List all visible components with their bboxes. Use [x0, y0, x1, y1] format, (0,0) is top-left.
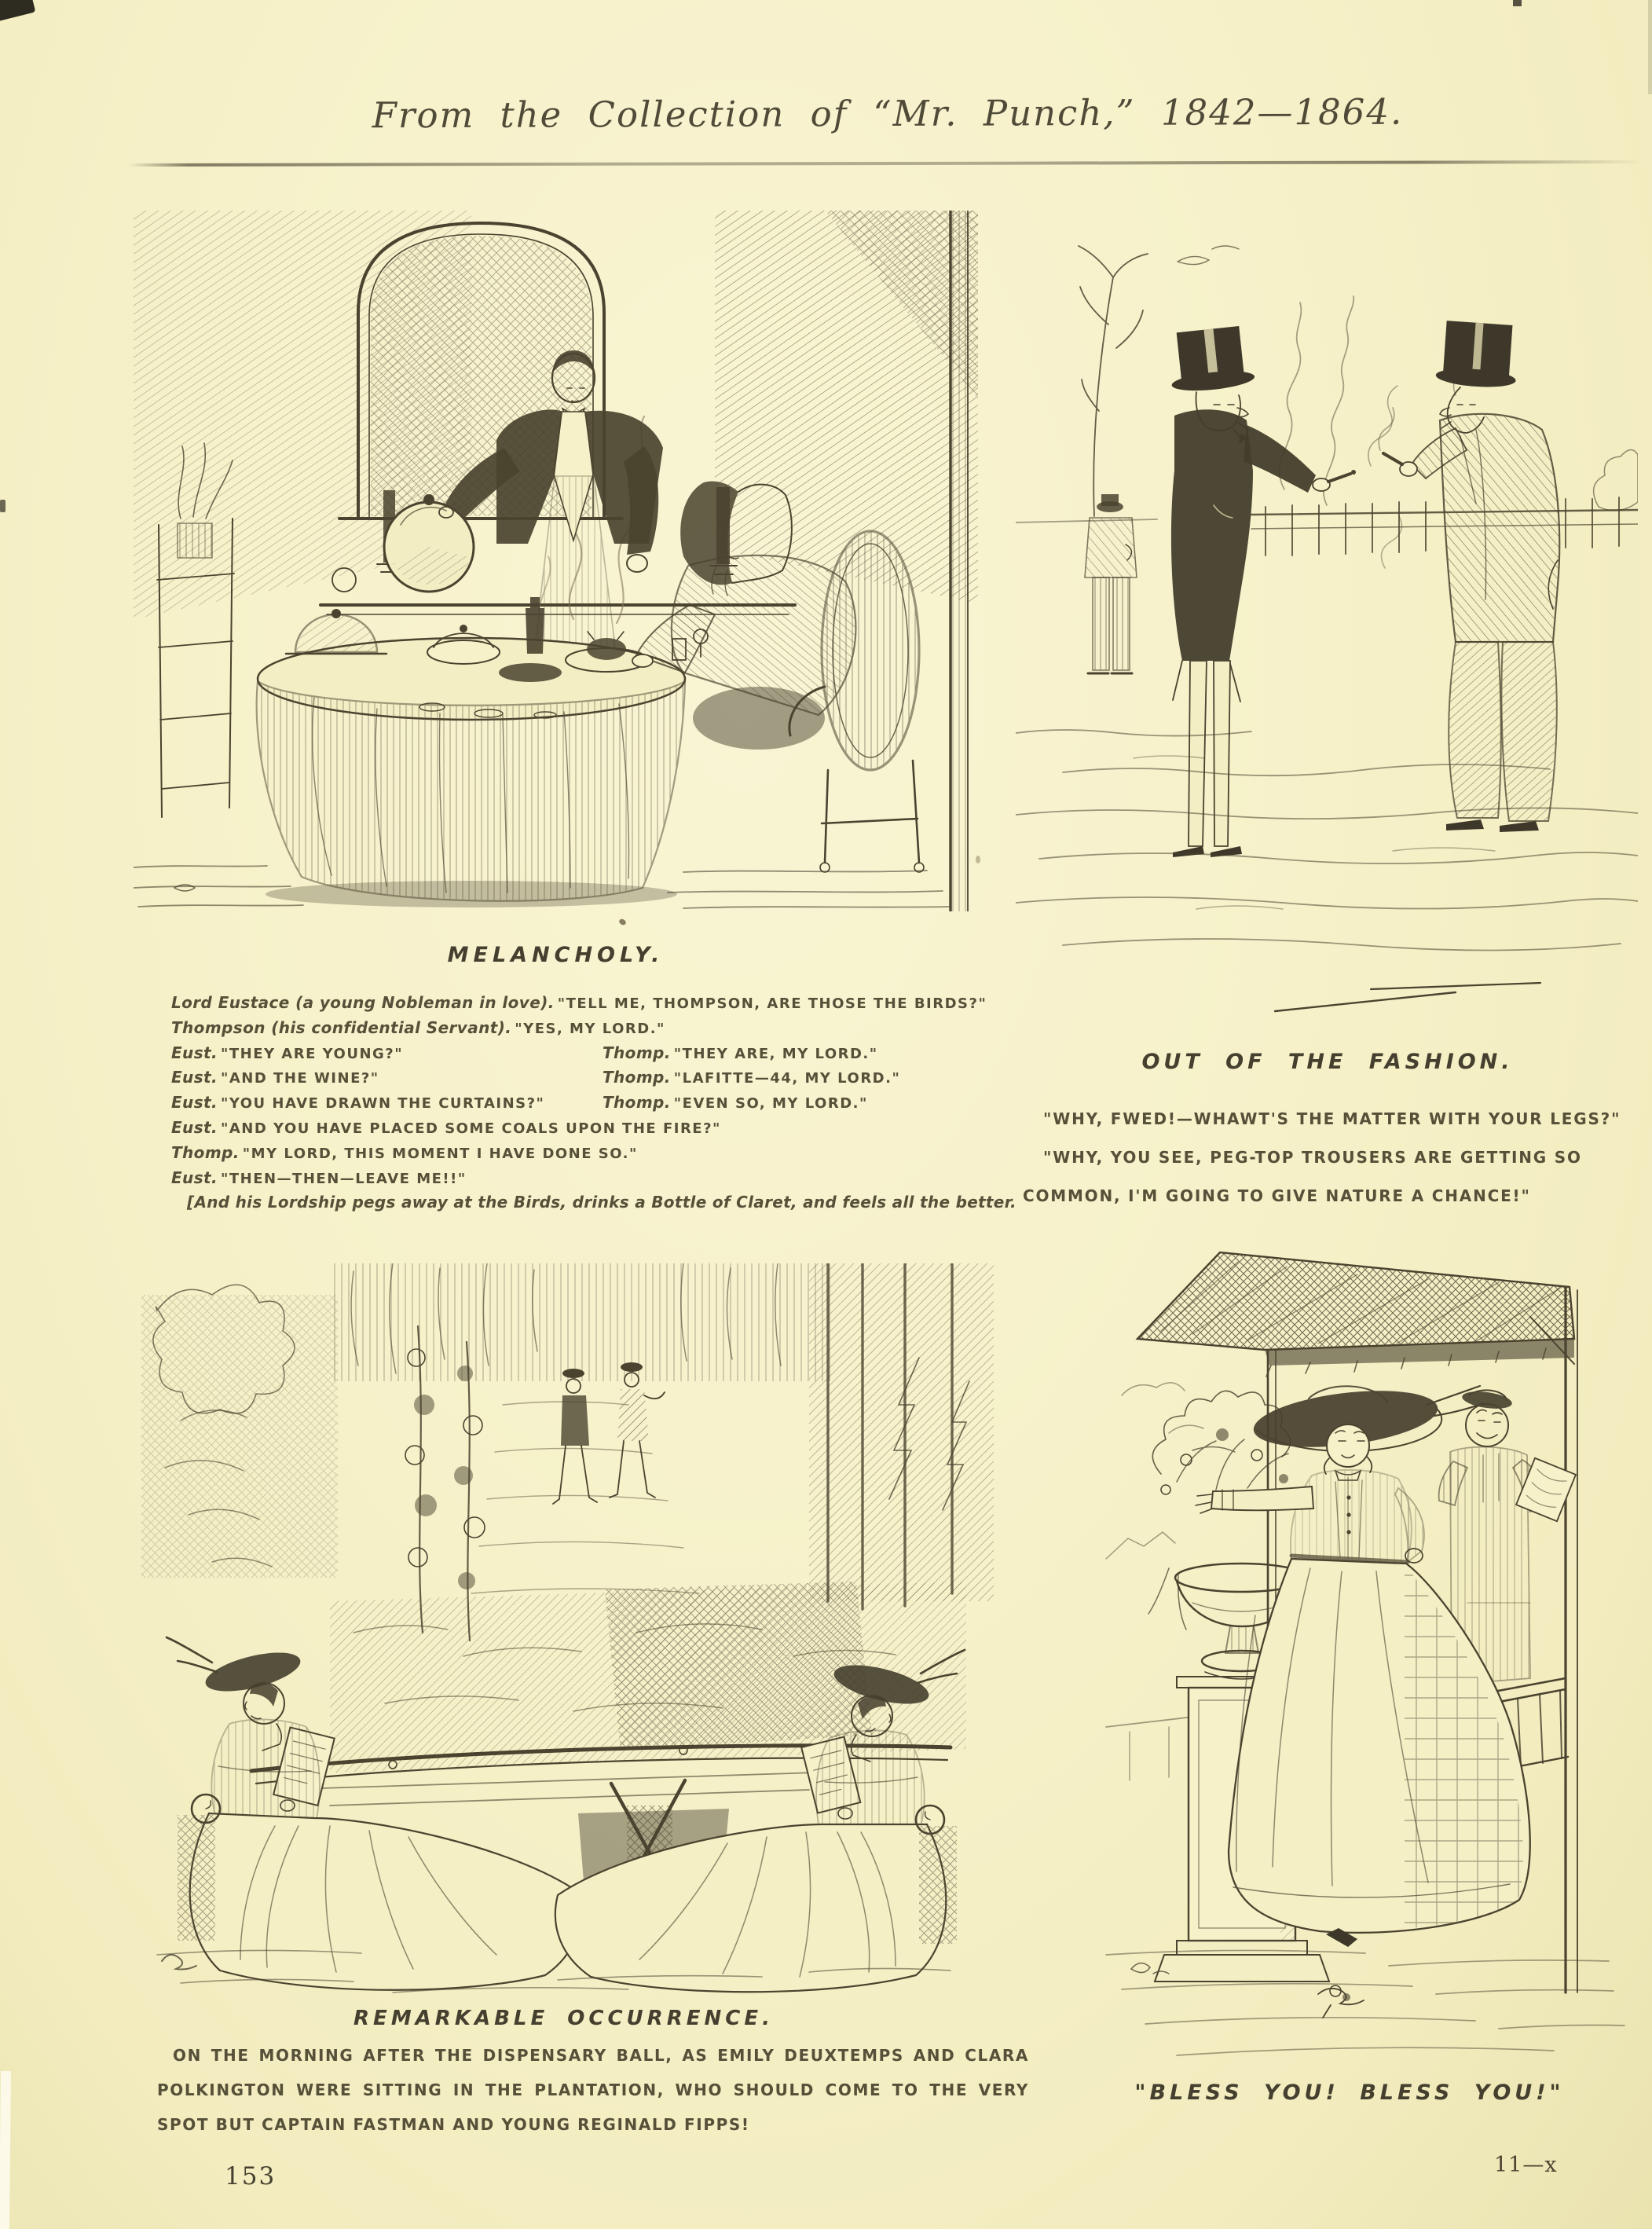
speech-text: "THEY ARE YOUNG?" — [220, 1045, 404, 1062]
dialogue-line — [171, 1167, 1024, 1192]
speaker-lead: Thomp. — [603, 1043, 671, 1062]
speaker-lead: Lord Eustace (a young Nobleman in love). — [171, 993, 555, 1012]
speech-text: "LAFITTE—44, MY LORD." — [673, 1070, 901, 1087]
dialogue-line — [171, 1042, 1024, 1067]
page-header-title: From the Collection of “Mr. Punch,” 1842—1864. — [372, 90, 1404, 137]
speech-text: "TELL ME, THOMPSON, ARE THOSE THE BIRDS?" — [557, 995, 987, 1012]
speaker-lead: Thomp. — [603, 1093, 671, 1113]
speaker-lead: Thomp. — [603, 1068, 671, 1087]
melancholy-dialogue — [171, 992, 1024, 1215]
dialogue-line — [171, 1142, 1024, 1167]
paper-edge-sliver — [0, 2071, 11, 2229]
speech-text: "EVEN SO, MY LORD." — [673, 1095, 868, 1113]
occurrence-text: ON THE MORNING AFTER THE DISPENSARY BALL, AS EMILY DEUXTEMPS AND CLARA POLKINGTON WERE SITTING IN THE PLANTATION, WHO SHOULD COME TO THE VERY SPOT BUT CAPTAIN FASTMAN AND YOUNG REGINALD FIPPS! — [157, 2046, 1029, 2134]
speech-text: "WHY, FWED!—WHAWT'S THE MATTER WITH YOUR LEGS?" — [1043, 1109, 1621, 1128]
dialogue-line — [171, 1066, 1024, 1091]
page-number: 153 — [225, 2162, 277, 2191]
dialogue-line — [171, 1091, 1024, 1116]
scan-edge-shadow — [1648, 0, 1652, 94]
speech-text: "YOU HAVE DRAWN THE CURTAINS?" — [220, 1095, 545, 1113]
scan-edge-mark — [0, 500, 5, 512]
fashion-dialogue — [1023, 1100, 1651, 1215]
header-rule — [128, 160, 1646, 167]
speech-text: "MY LORD, THIS MOMENT I HAVE DONE SO." — [242, 1145, 638, 1162]
speech-text: "YES, MY LORD." — [515, 1020, 665, 1037]
scan-corner-artifact — [0, 0, 35, 22]
fashion-illustration — [1016, 230, 1638, 1016]
melancholy-caption: MELANCHOLY. — [447, 943, 665, 967]
occurrence-illustration — [134, 1263, 994, 1998]
speaker-lead: Eust. — [171, 1093, 218, 1113]
bless-you-caption: "BLESS YOU! BLESS YOU!" — [1134, 2081, 1565, 2105]
scan-tick-artifact — [1513, 0, 1522, 6]
dialogue-line — [171, 1116, 1024, 1142]
signature-mark: 11—x — [1494, 2153, 1558, 2177]
speaker-lead: Eust. — [171, 1043, 218, 1062]
ink-speck — [618, 918, 627, 926]
speaker-lead: Thompson (his confidential Servant). — [171, 1017, 512, 1037]
fashion-caption: OUT OF THE FASHION. — [1141, 1050, 1514, 1074]
dialogue-line — [171, 992, 1024, 1017]
speaker-lead: Eust. — [171, 1068, 218, 1087]
speech-text: "WHY, YOU SEE, PEG-TOP TROUSERS ARE GETTING SO COMMON, I'M GOING TO GIVE NATURE A CHANCE!" — [1023, 1148, 1582, 1205]
dialogue-line — [171, 1017, 1024, 1042]
melancholy-illustration — [134, 211, 978, 911]
stage-direction: [And his Lordship pegs away at the Birds, drinks a Bottle of Claret, and feels all the better. — [187, 1193, 1016, 1212]
speech-text: "THEN—THEN—LEAVE ME!!" — [220, 1170, 467, 1187]
speaker-lead: Thomp. — [171, 1142, 240, 1162]
speech-text: "AND THE WINE?" — [220, 1070, 379, 1087]
speaker-lead: Eust. — [171, 1117, 218, 1137]
speech-text: "AND YOU HAVE PLACED SOME COALS UPON THE FIRE?" — [220, 1120, 721, 1137]
bless-you-illustration — [1059, 1238, 1640, 2071]
speaker-lead: Eust. — [171, 1168, 218, 1187]
occurrence-caption: REMARKABLE OCCURRENCE. — [353, 2007, 774, 2030]
speech-text: "THEY ARE, MY LORD." — [673, 1045, 878, 1062]
